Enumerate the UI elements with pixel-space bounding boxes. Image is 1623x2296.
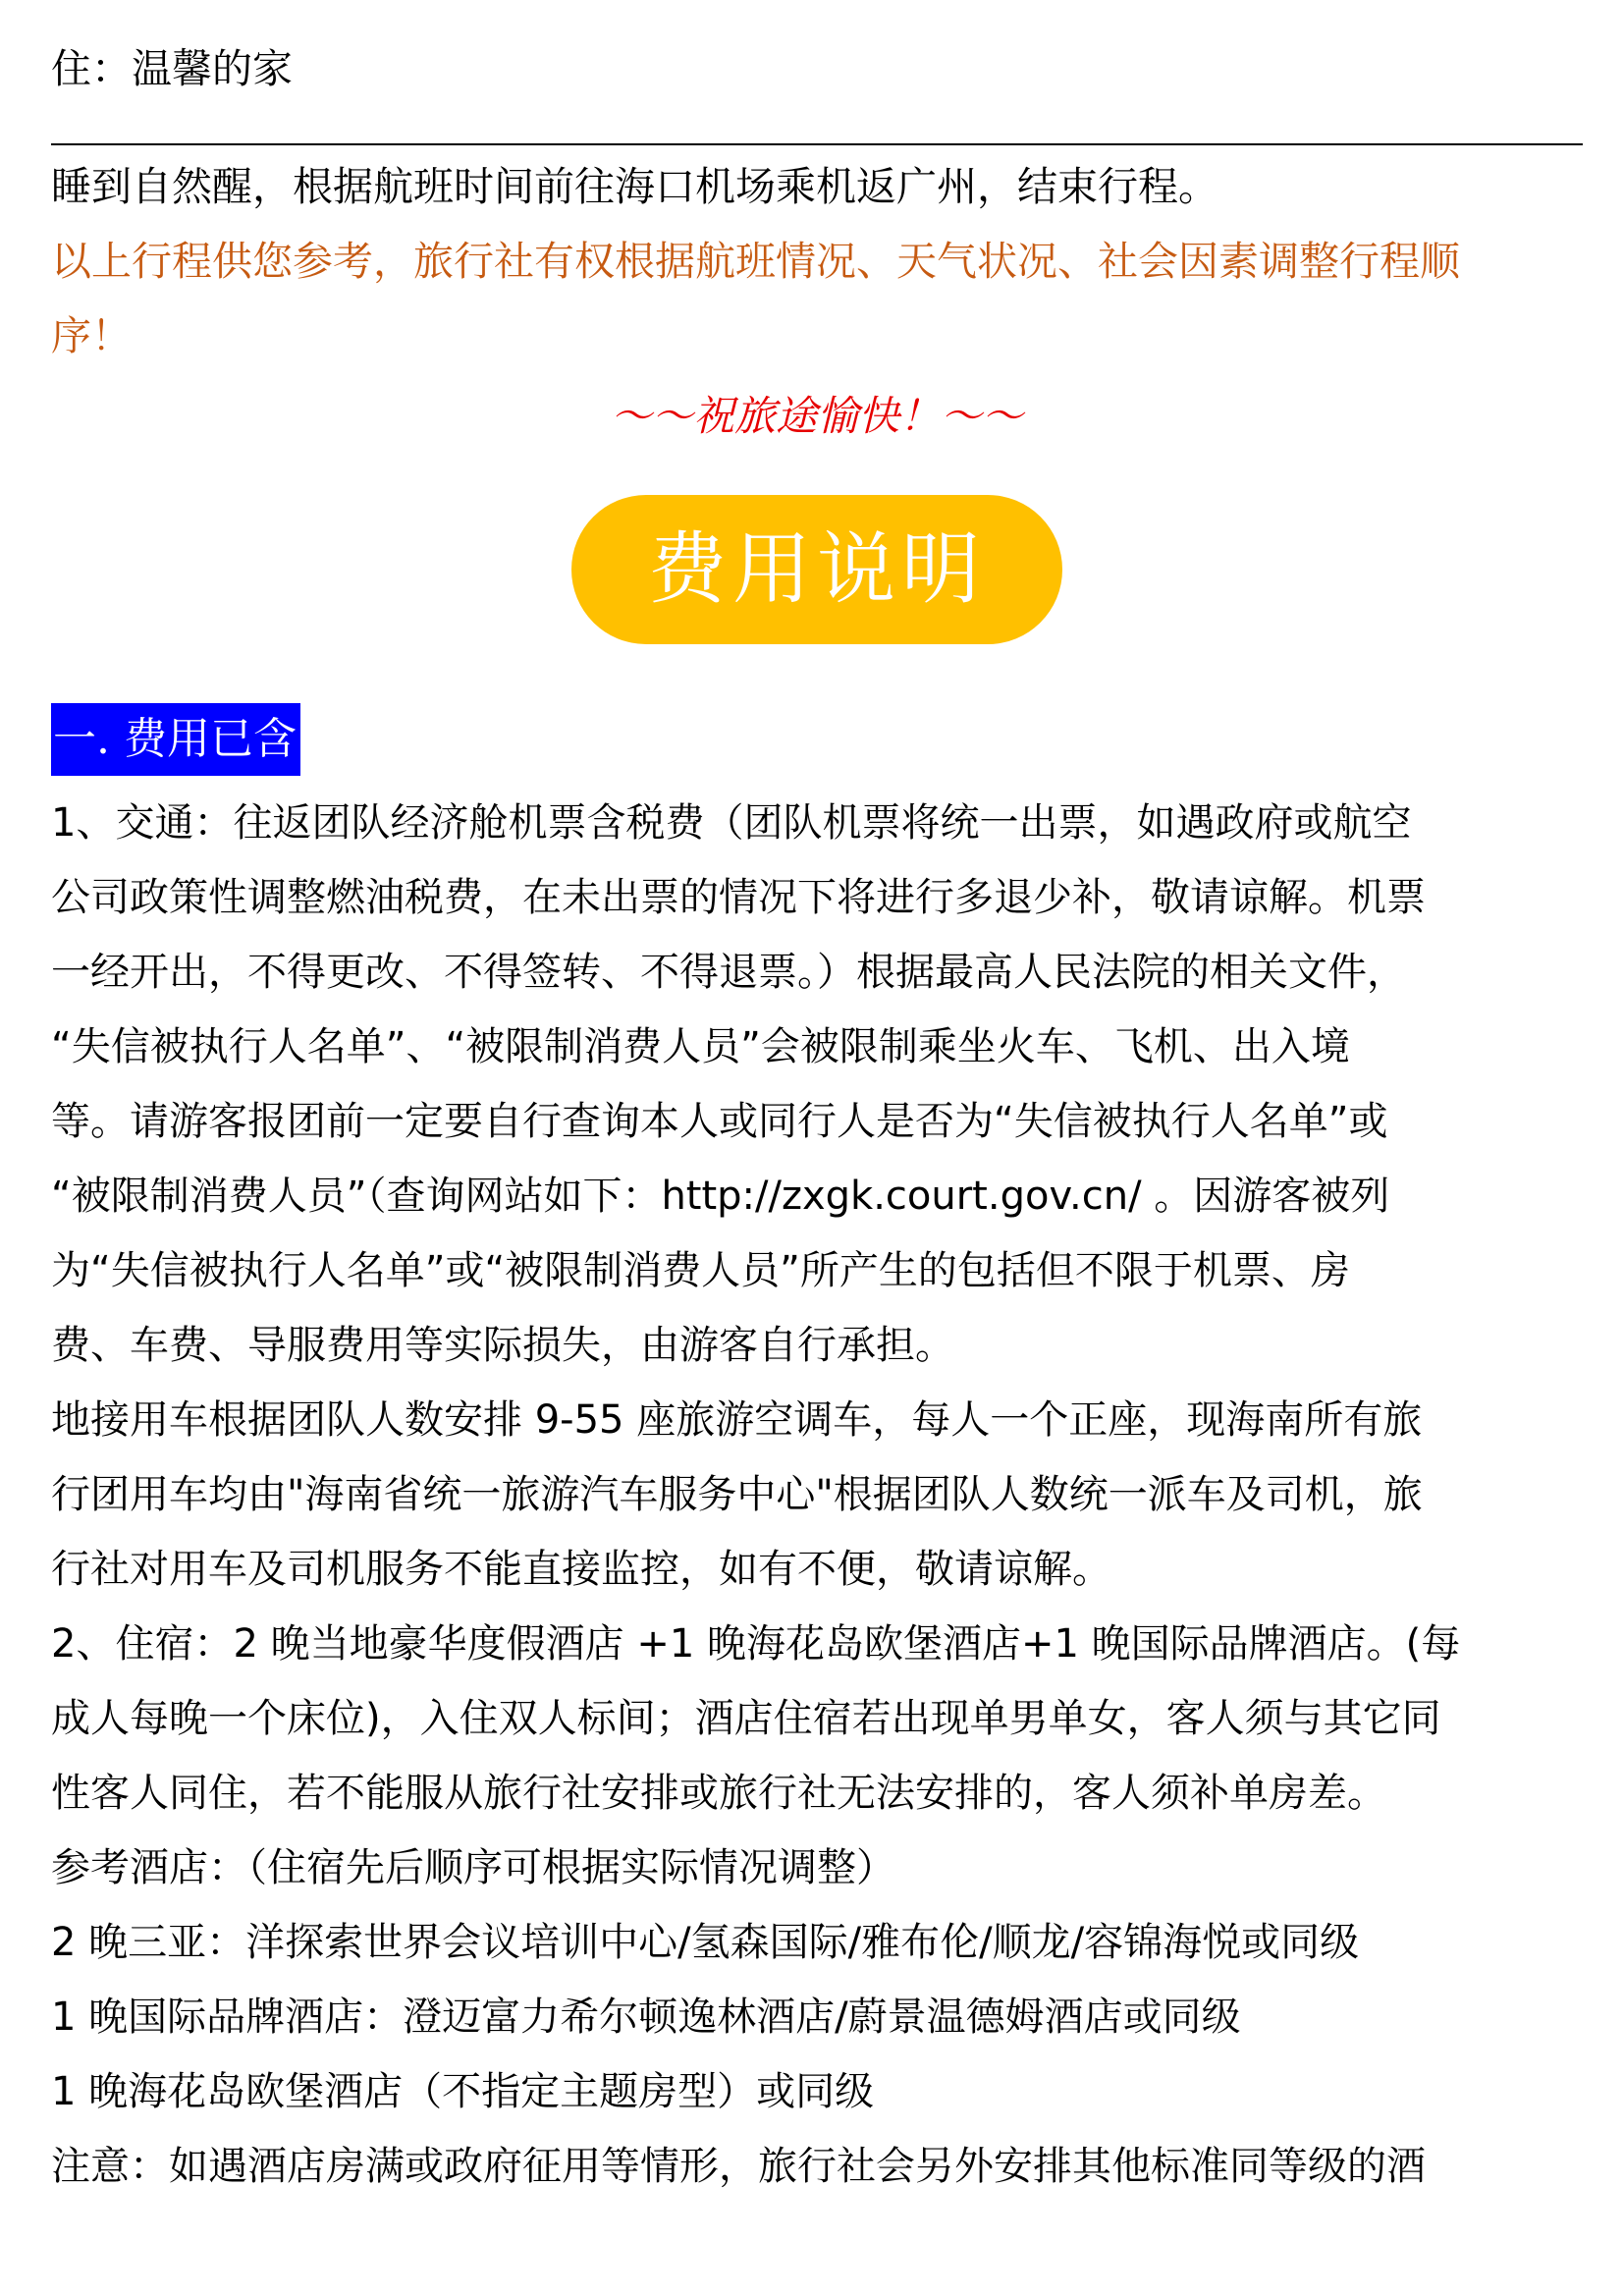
fee-paragraph [51, 786, 1583, 2204]
paragraph-line: 1 晚国际品牌酒店：澄迈富力希尔顿逸林酒店/蔚景温德姆酒店或同级 [51, 1995, 1241, 2040]
paragraph-line: 行团用车均由"海南省统一旅游汽车服务中心"根据团队人数统一派车及司机，旅 [51, 1472, 1423, 1517]
paragraph-line: 参考酒店：（住宿先后顺序可根据实际情况调整） [51, 1845, 895, 1890]
paragraph-line: 一经开出，不得更改、不得签转、不得退票。）根据最高人民法院的相关文件， [51, 950, 1406, 995]
paragraph-line: “失信被执行人名单”、“被限制消费人员”会被限制乘坐火车、飞机、出入境 [51, 1024, 1350, 1069]
paragraph-line: 性客人同住，若不能服从旅行社安排或旅行社无法安排的，客人须补单房差。 [51, 1771, 1386, 1816]
section-heading: 一. 费用已含 [51, 703, 300, 776]
title-banner [51, 495, 1583, 652]
wish-text: ～～祝旅途愉快！～～ [610, 392, 1023, 440]
paragraph-line: 2 晚三亚：洋探索世界会议培训中心/氢森国际/雅布伦/顺龙/容锦海悦或同级 [51, 1920, 1360, 1965]
paragraph-line: 1 晚海花岛欧堡酒店（不指定主题房型）或同级 [51, 2069, 875, 2114]
paragraph-line: 行社对用车及司机服务不能直接监控，如有不便，敬请谅解。 [51, 1547, 1111, 1592]
paragraph-line: 1、交通：往返团队经济舱机票含税费（团队机票将统一出票，如遇政府或航空 [51, 800, 1412, 846]
paragraph-line: 等。请游客报团前一定要自行查询本人或同行人是否为“失信被执行人名单”或 [51, 1099, 1388, 1144]
notice-line-1: 以上行程供您参考，旅行社有权根据航班情况、天气状况、社会因素调整行程顺 [51, 238, 1460, 285]
divider [51, 143, 1583, 145]
page-title: 费用说明 [571, 495, 1062, 644]
paragraph-line: 为“失信被执行人名单”或“被限制消费人员”所产生的包括但不限于机票、房 [51, 1248, 1350, 1293]
paragraph-line: 费、车费、导服费用等实际损失，由游客自行承担。 [51, 1323, 954, 1368]
notice-line-2: 序！ [51, 312, 132, 359]
paragraph-line: 2、住宿：2 晚当地豪华度假酒店 +1 晚海花岛欧堡酒店+1 晚国际品牌酒店。(每 [51, 1621, 1461, 1667]
last-day-text: 睡到自然醒，根据航班时间前往海口机场乘机返广州，结束行程。 [51, 163, 1218, 210]
stay-line: 住：温馨的家 [51, 45, 293, 92]
document-page [51, 35, 1583, 2204]
paragraph-line: 地接用车根据团队人数安排 9-55 座旅游空调车，每人一个正座，现海南所有旅 [51, 1397, 1423, 1443]
paragraph-line: 成人每晚一个床位)，入住双人标间；酒店住宿若出现单男单女，客人须与其它同 [51, 1696, 1441, 1741]
paragraph-line: “被限制消费人员”（查询网站如下：http://zxgk.court.gov.cn/ 。因游客被列 [51, 1174, 1390, 1219]
paragraph-line: 注意：如遇酒店房满或政府征用等情形，旅行社会另外安排其他标准同等级的酒 [51, 2144, 1426, 2189]
paragraph-line: 公司政策性调整燃油税费，在未出票的情况下将进行多退少补，敬请谅解。机票 [51, 875, 1426, 920]
